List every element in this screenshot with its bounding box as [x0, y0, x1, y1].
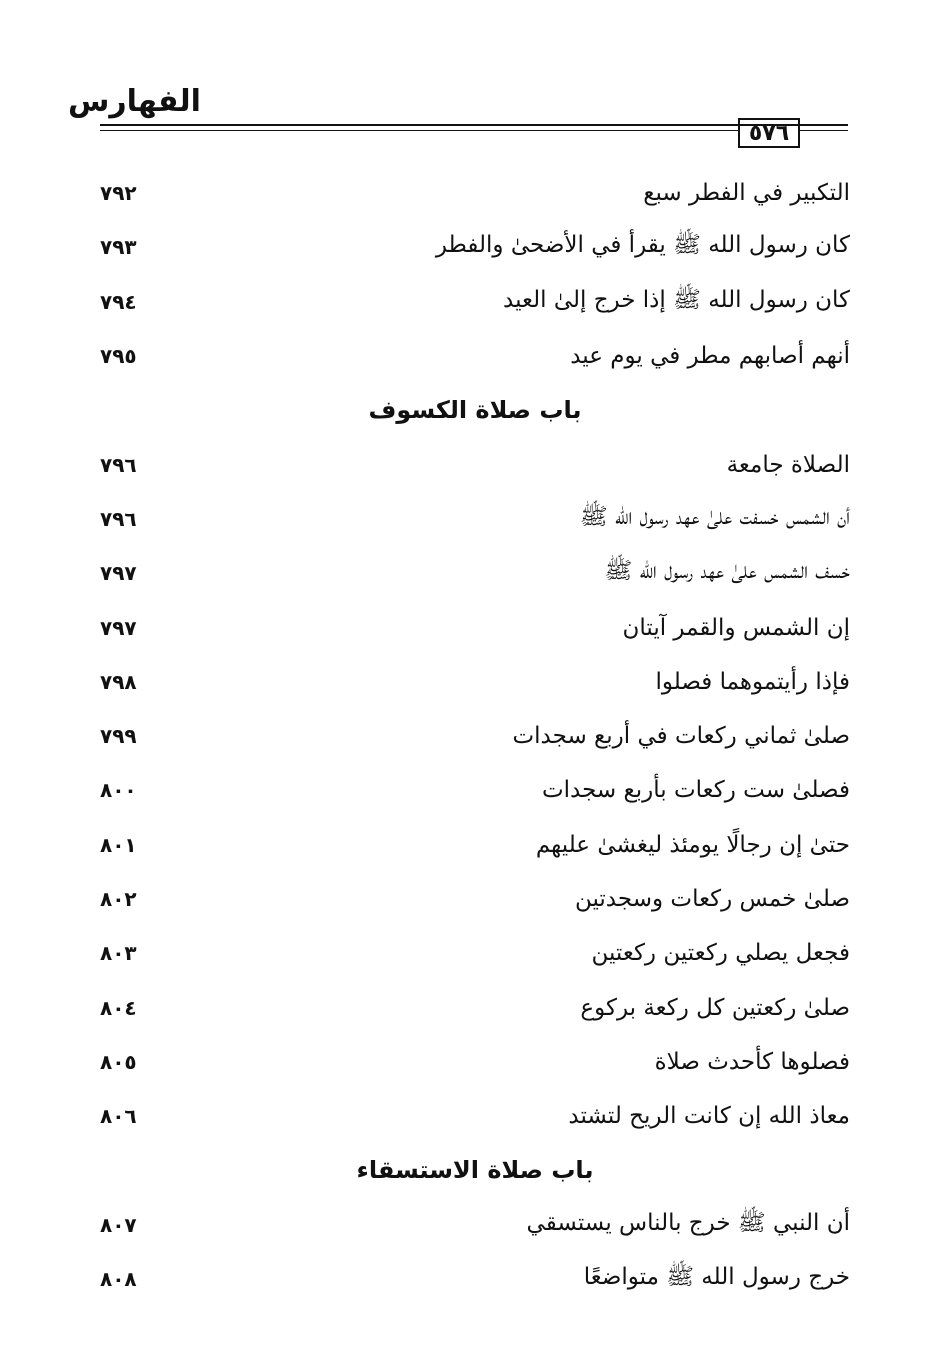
entry-title: صلىٰ ثماني ركعات في أربع سجدات [512, 723, 850, 750]
entry-page-number: ٧٩٦ [100, 506, 137, 531]
entry-page-number: ٨٠٣ [100, 941, 137, 966]
index-entry [100, 166, 850, 220]
entry-page-number: ٧٩٦ [100, 452, 137, 477]
entry-title: أن الشمس خسفت علىٰ عهد رسول الله ﷺ [579, 503, 850, 530]
entry-title: أن النبي ﷺ خرج بالناس يستسقي [526, 1209, 850, 1236]
entry-title: خرج رسول الله ﷺ متواضعًا [583, 1264, 850, 1291]
index-entry [100, 1252, 850, 1306]
index-entry [100, 275, 850, 329]
index-entry [100, 980, 850, 1034]
entry-title: صلىٰ ركعتين كل ركعة بركوع [580, 994, 850, 1021]
entry-title: فصلىٰ ست ركعات بأربع سجدات [541, 777, 850, 804]
header-rule-thin [100, 130, 738, 131]
index-entry [100, 709, 850, 763]
running-title: الفهارس [68, 84, 201, 119]
entry-title: كان رسول الله ﷺ يقرأ في الأضحىٰ والفطر [435, 232, 850, 259]
index-entry [100, 655, 850, 709]
index-entry [100, 1035, 850, 1089]
entry-title: التكبير في الفطر سبع [643, 180, 850, 207]
index-entry [100, 1198, 850, 1252]
entry-title: الصلاة جامعة [726, 451, 850, 478]
index-entry [100, 926, 850, 980]
entry-page-number: ٨٠٤ [100, 995, 137, 1020]
entry-title: كان رسول الله ﷺ إذا خرج إلىٰ العيد [503, 286, 850, 313]
entry-page-number: ٧٩٣ [100, 235, 137, 260]
entry-title: حتىٰ إن رجالًا يومئذ ليغشىٰ عليهم [535, 831, 850, 858]
entry-page-number: ٧٩٥ [100, 344, 137, 369]
index-entry [100, 1089, 850, 1143]
entry-title: فجعل يصلي ركعتين ركعتين [591, 940, 850, 967]
entry-page-number: ٧٩٧ [100, 615, 137, 640]
index-entry [100, 763, 850, 817]
page-number: ٥٧٦ [738, 118, 800, 148]
index-entry [100, 872, 850, 926]
header-rule [100, 124, 848, 126]
section-heading: باب صلاة الاستسقاء [356, 1156, 594, 1185]
entry-page-number: ٨٠٠ [100, 778, 137, 803]
entry-page-number: ٨٠١ [100, 832, 137, 857]
entry-page-number: ٧٩٨ [100, 669, 137, 694]
header-rule-right [800, 130, 848, 131]
entry-page-number: ٧٩٢ [100, 181, 137, 206]
entry-title: صلىٰ خمس ركعات وسجدتين [574, 886, 850, 912]
index-entry [100, 600, 850, 654]
page-header [0, 0, 942, 160]
entry-page-number: ٧٩٧ [100, 561, 137, 586]
entry-title: خسف الشمس علىٰ عهد رسول الله ﷺ [604, 558, 850, 585]
entry-title: فصلوها كأحدث صلاة [654, 1048, 850, 1075]
entry-title: أنهم أصابهم مطر في يوم عيد [570, 343, 850, 370]
entry-page-number: ٧٩٤ [100, 289, 137, 314]
entry-page-number: ٧٩٩ [100, 724, 137, 749]
section-heading: باب صلاة الكسوف [368, 396, 582, 425]
entry-page-number: ٨٠٥ [100, 1049, 137, 1074]
entry-title: إن الشمس والقمر آيتان [622, 614, 850, 641]
index-entry [100, 220, 850, 274]
index-entry [100, 329, 850, 383]
entry-title: معاذ الله إن كانت الريح لتشتد [568, 1103, 850, 1130]
entry-page-number: ٨٠٢ [100, 887, 137, 911]
entry-title: فإذا رأيتموهما فصلوا [655, 668, 850, 695]
index-entry [100, 546, 850, 600]
entry-page-number: ٨٠٨ [100, 1267, 137, 1292]
entry-page-number: ٨٠٧ [100, 1212, 137, 1237]
index-list [100, 166, 850, 1306]
entry-page-number: ٨٠٦ [100, 1104, 137, 1129]
index-entry [100, 818, 850, 872]
index-entry [100, 492, 850, 546]
index-entry [100, 437, 850, 491]
